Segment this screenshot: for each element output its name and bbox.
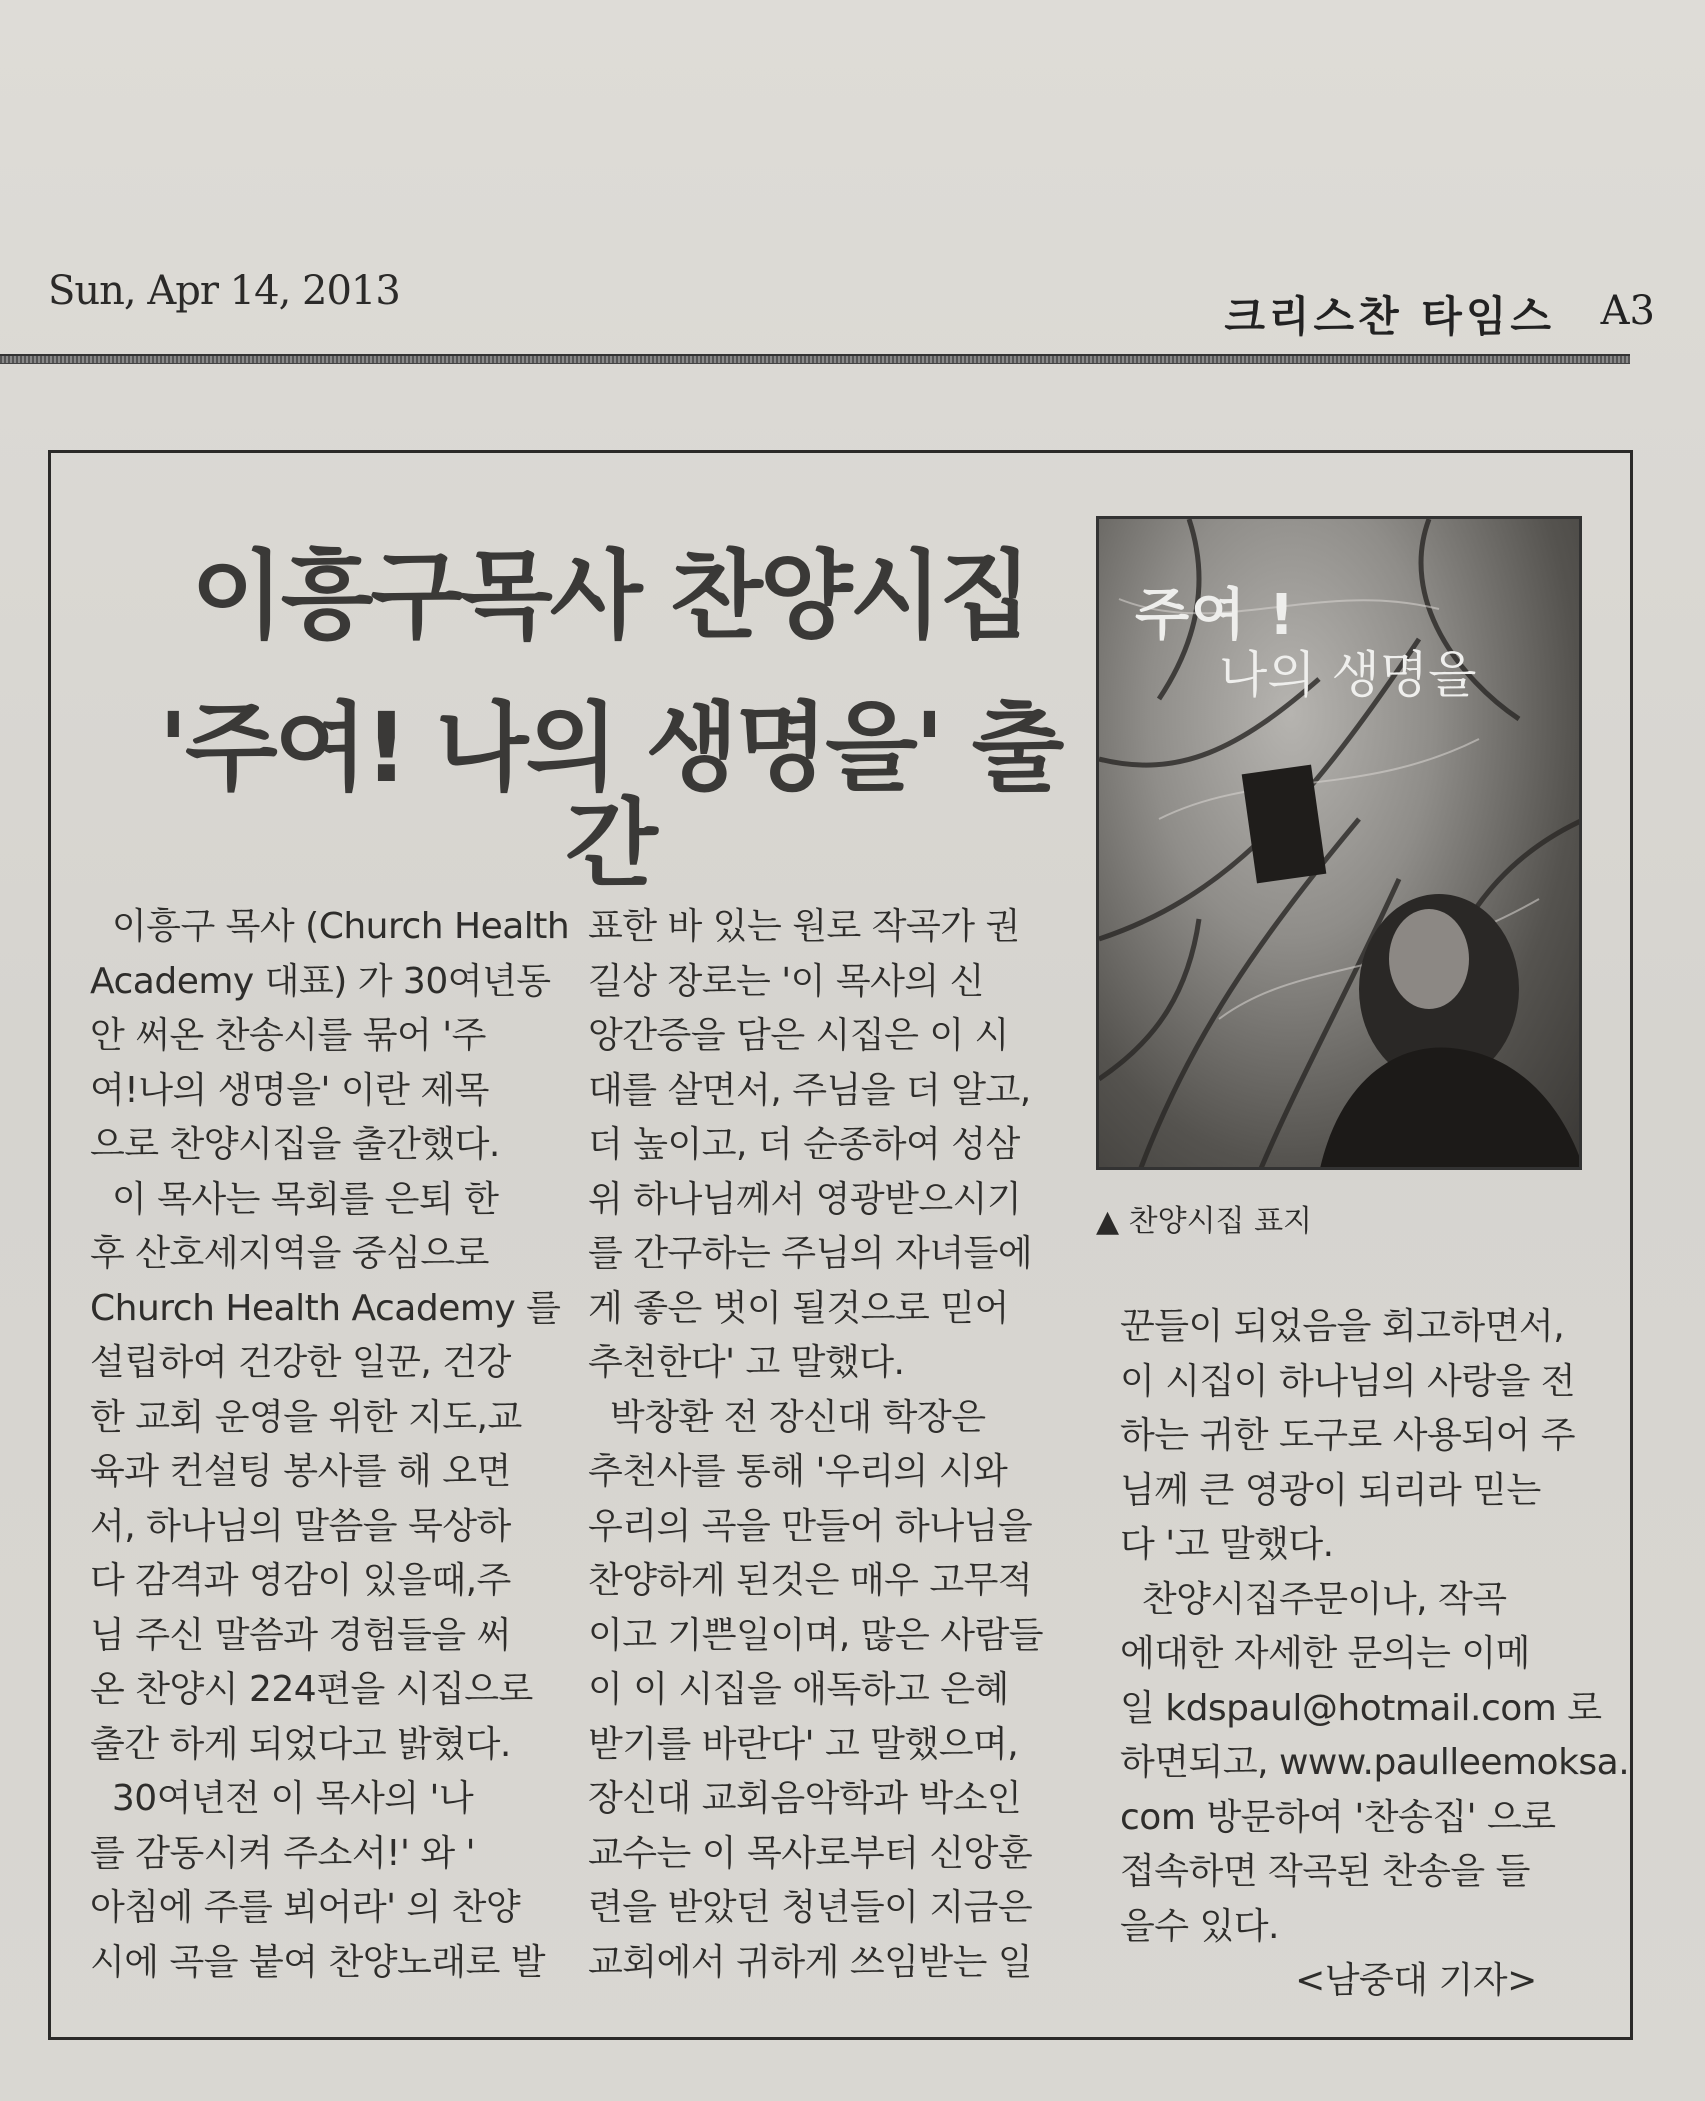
article-line: 접속하면 작곡된 찬송을 들 xyxy=(1120,1851,1530,1892)
article-line: 이흥구 목사 (Church Health xyxy=(90,906,570,947)
article-line: 하는 귀한 도구로 사용되어 주 xyxy=(1120,1415,1576,1456)
article-line: 교회에서 귀하게 쓰임받는 일 xyxy=(588,1941,1033,1983)
article-line: Academy 대표) 가 30여년동 xyxy=(90,960,551,1002)
article-line: 우리의 곡을 만들어 하나님을 xyxy=(588,1505,1033,1547)
article-line: 위 하나님께서 영광받으시기 xyxy=(588,1178,1022,1220)
article-line: 찬양시집주문이나, 작곡 xyxy=(1120,1578,1507,1620)
publication-date: Sun, Apr 14, 2013 xyxy=(48,268,400,314)
article-line: 표한 바 있는 원로 작곡가 권 xyxy=(588,906,1020,947)
article-line: 님께 큰 영광이 되리라 믿는 xyxy=(1120,1469,1541,1511)
article-line: 교수는 이 목사로부터 신앙훈 xyxy=(588,1832,1033,1874)
article-line: 온 찬양시 224편을 시집으로 xyxy=(90,1669,533,1710)
article-line: 님 주신 말씀과 경험들을 써 xyxy=(90,1614,511,1656)
article-line: <남중대 기자> xyxy=(1120,1960,1537,2001)
page-number: A3 xyxy=(1600,288,1655,334)
article-line: 에대한 자세한 문의는 이메 xyxy=(1120,1633,1530,1674)
article-line: 후 산호세지역을 중심으로 xyxy=(90,1233,489,1274)
article-line: 받기를 바란다' 고 말했으며, xyxy=(588,1723,1019,1765)
article-line: 다 '고 말했다. xyxy=(1120,1524,1334,1565)
article-column-2 xyxy=(588,900,1068,1990)
article-line: 더 높이고, 더 순종하여 성삼 xyxy=(588,1124,1020,1165)
article-line: 대를 살면서, 주님을 더 알고, xyxy=(588,1069,1031,1111)
article-line: 앙간증을 담은 시집은 이 시 xyxy=(588,1015,1009,1056)
article-line: 서, 하나님의 말씀을 묵상하 xyxy=(90,1505,511,1547)
headline-line-1: 이흥구목사 찬양시집 xyxy=(190,540,1030,652)
book-cover-photo xyxy=(1096,516,1582,1170)
article-line: 련을 받았던 청년들이 지금은 xyxy=(588,1887,1033,1928)
article-line: 여!나의 생명을' 이란 제목 xyxy=(90,1069,489,1111)
article-column-1 xyxy=(90,900,570,1990)
article-column-3 xyxy=(1120,1300,1630,2009)
article-line: 박창환 전 장신대 학장은 xyxy=(588,1396,986,1438)
article-line: 게 좋은 벗이 될것으로 믿어 xyxy=(588,1287,1009,1329)
article-line: 하면되고, www.paulleemoksa. xyxy=(1120,1742,1630,1783)
cover-title-1: 주여 ! xyxy=(1135,583,1297,648)
article-line: 한 교회 운영을 위한 지도,교 xyxy=(90,1396,522,1438)
article-line: 을수 있다. xyxy=(1120,1905,1279,1947)
article-line: 다 감격과 영감이 있을때,주 xyxy=(90,1560,511,1601)
article-line: 찬양하게 된것은 매우 고무적 xyxy=(588,1560,1033,1601)
article-line: Church Health Academy 를 xyxy=(90,1287,561,1329)
article-line: 이고 기쁜일이며, 많은 사람들 xyxy=(588,1614,1044,1656)
article-line: 이 시집이 하나님의 사랑을 전 xyxy=(1120,1360,1576,1402)
headline-line-2: '주여! 나의 생명을' 출간 xyxy=(158,692,1062,900)
article-line: 육과 컨설팅 봉사를 해 오면 xyxy=(90,1451,511,1492)
article-line: 아침에 주를 뵈어라' 의 찬양 xyxy=(90,1887,521,1928)
article-line: 설립하여 건강한 일꾼, 건강 xyxy=(90,1342,511,1383)
article-line: 시에 곡을 붙여 찬양노래로 발 xyxy=(90,1941,546,1983)
article-line: 30여년전 이 목사의 '나 xyxy=(90,1778,474,1819)
article-line: 추천사를 통해 '우리의 시와 xyxy=(588,1451,1008,1492)
article-line: 를 감동시켜 주소서!' 와 ' xyxy=(90,1832,475,1874)
article-line: 으로 찬양시집을 출간했다. xyxy=(90,1124,500,1165)
article-line: 안 써온 찬송시를 묶어 '주 xyxy=(90,1015,486,1056)
article-line: 출간 하게 되었다고 밝혔다. xyxy=(90,1723,511,1765)
masthead-rule xyxy=(0,354,1630,364)
article-line: 를 간구하는 주님의 자녀들에 xyxy=(588,1233,1033,1274)
article-line: 장신대 교회음악학과 박소인 xyxy=(588,1778,1022,1819)
article-line: 길상 장로는 '이 목사의 신 xyxy=(588,960,984,1002)
photo-caption: ▲ 찬양시집 표지 xyxy=(1096,1204,1313,1239)
article-line: 이 이 시집을 애독하고 은혜 xyxy=(588,1669,1009,1710)
article-line: com 방문하여 '찬송집' 으로 xyxy=(1120,1796,1556,1838)
article-line: 추천한다' 고 말했다. xyxy=(588,1342,905,1383)
article-line: 이 목사는 목회를 은퇴 한 xyxy=(90,1178,499,1220)
cover-title-2: 나의 생명을 xyxy=(1219,646,1477,704)
newspaper-name: 크리스찬 타임스 xyxy=(1224,292,1555,341)
article-line: 일 kdspaul@hotmail.com 로 xyxy=(1120,1687,1602,1729)
article-line: 꾼들이 되었음을 회고하면서, xyxy=(1120,1306,1565,1347)
